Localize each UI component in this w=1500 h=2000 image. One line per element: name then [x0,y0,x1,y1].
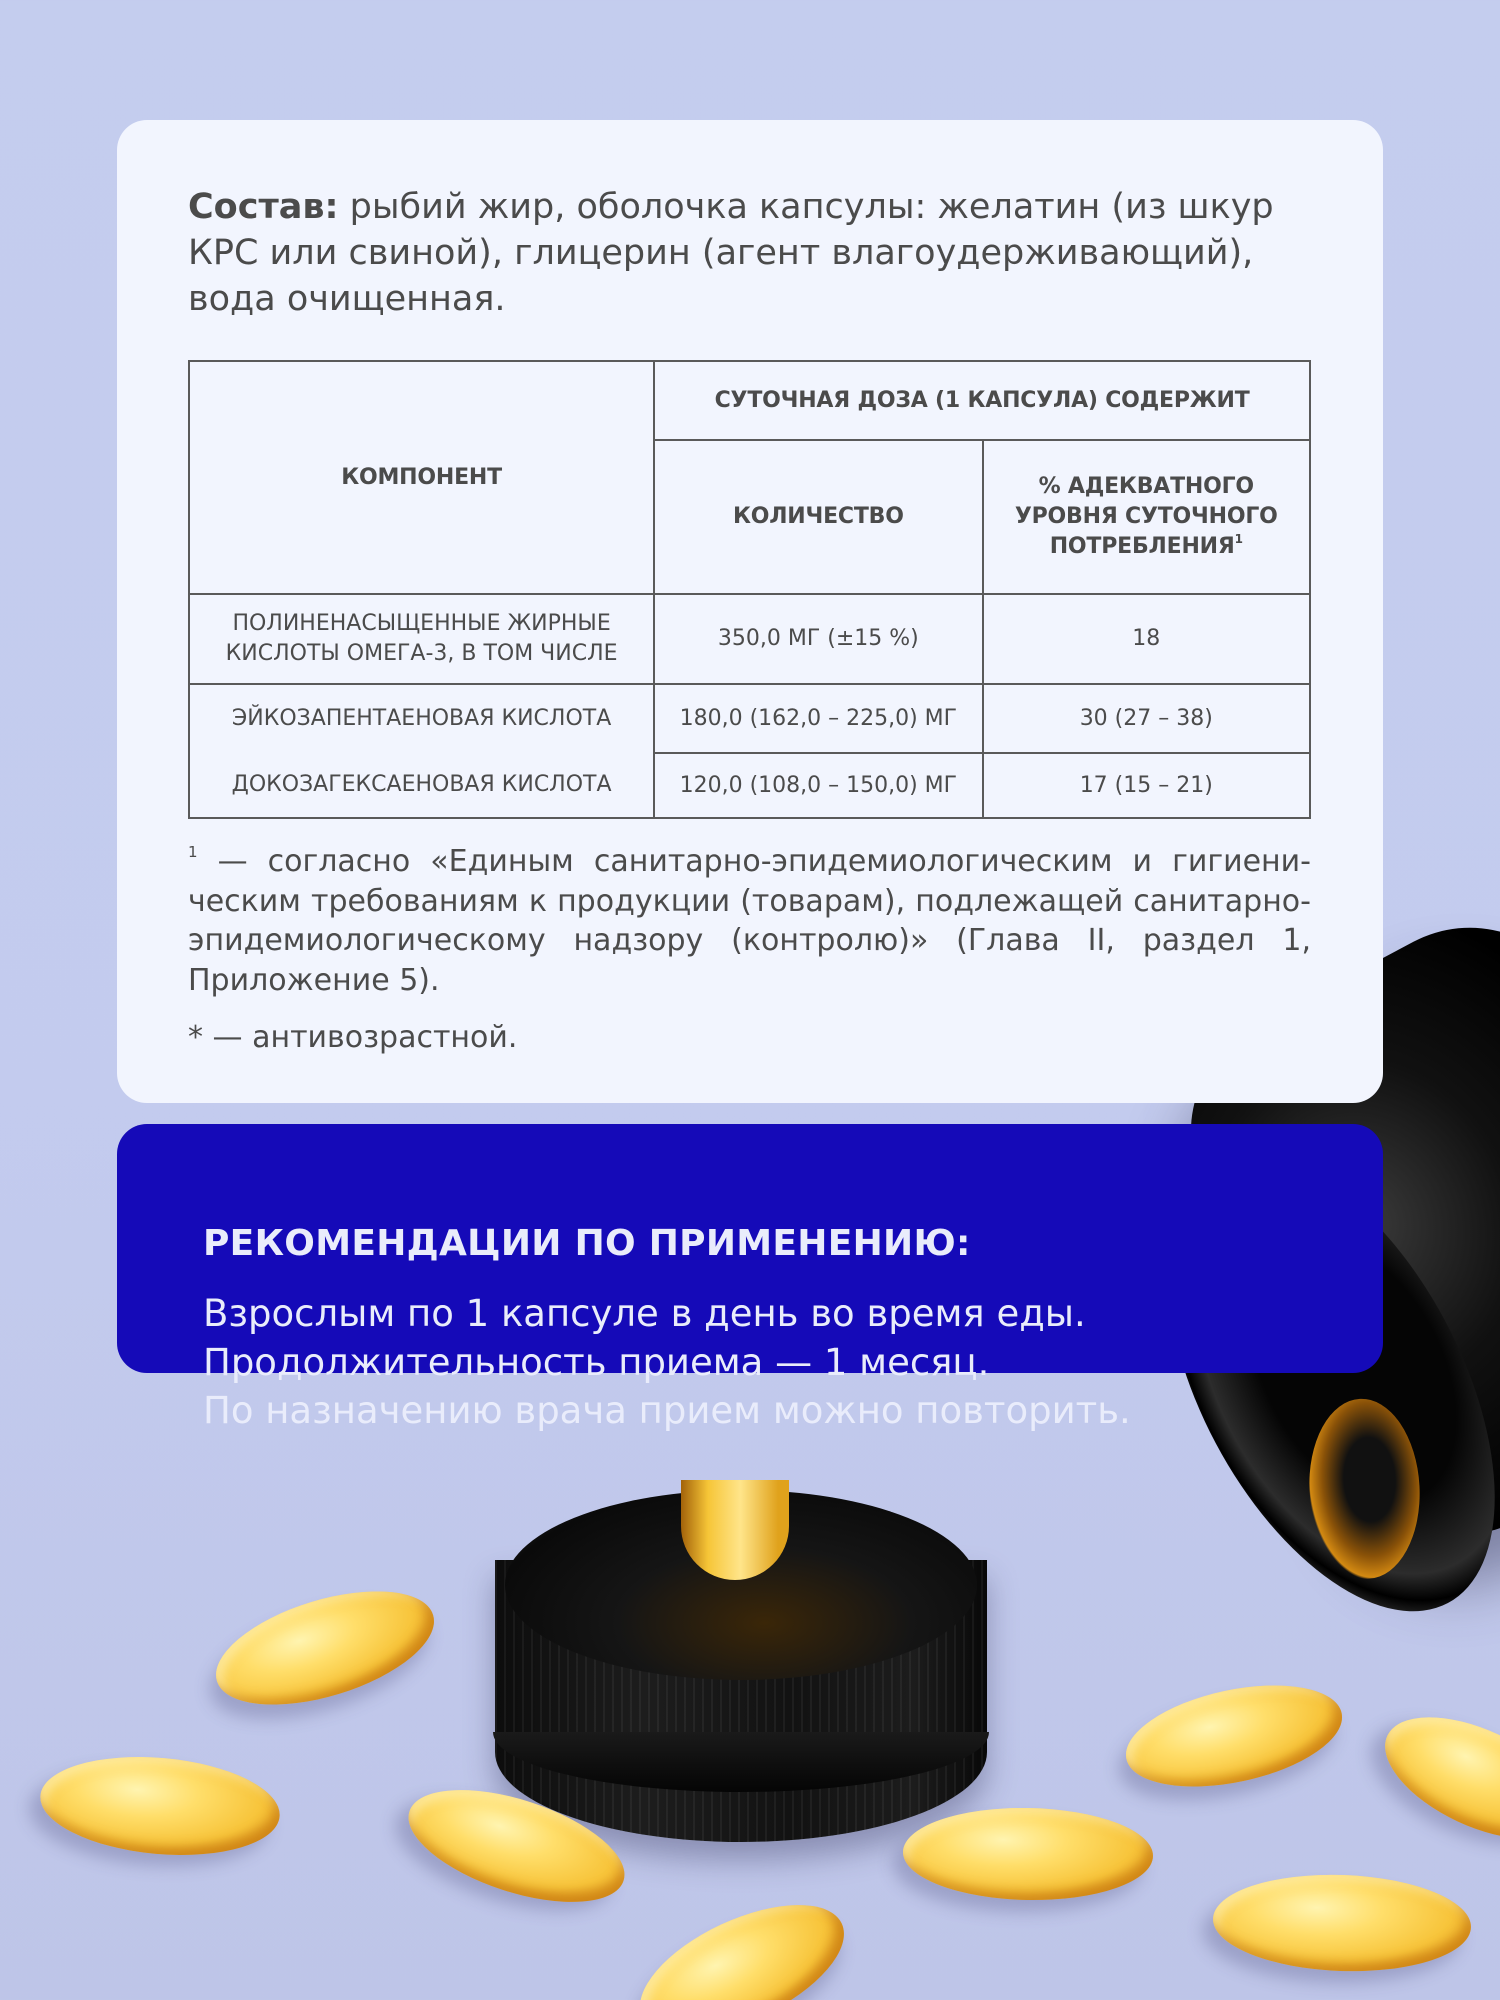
table-row [189,594,1310,684]
header-percent [983,440,1310,594]
cell-amount: 120,0 (108,0 – 150,0) МГ [654,753,982,818]
usage-line: Продолжительность приема — 1 месяц. [203,1340,990,1384]
cell-percent: 17 (15 – 21) [983,753,1310,818]
cell-component: ЭЙКОЗАПЕНТАЕНОВАЯ КИСЛОТА [189,684,654,753]
usage-line: Взрослым по 1 капсуле в день во время еды. [203,1292,1086,1335]
cell-percent: 30 (27 – 38) [983,684,1310,753]
composition-text [188,184,1313,322]
cell-amount: 350,0 МГ (±15 %) [654,594,982,684]
composition-label: Состав: [188,187,339,227]
footnote-mark: 1 [1234,532,1243,546]
footnote-2: * — антивозрастной. [188,1020,518,1055]
footnote-1-mark: 1 [188,843,198,861]
composition-card [117,120,1383,1103]
cell-component: ПОЛИНЕНАСЫЩЕННЫЕ ЖИРНЫЕ КИСЛОТЫ ОМЕГА-3, В ТОМ ЧИСЛЕ [189,594,654,684]
capsule-image [621,1878,863,2000]
usage-title: РЕКОМЕНДАЦИИ ПО ПРИМЕНЕНИЮ: [203,1223,971,1264]
composition-value: рыбий жир, оболочка капсулы: желатин (из шкур КРС или свиной), глицерин (агент влагоудерживающий), вода очищенная. [188,187,1274,319]
capsule-image [203,1569,447,1727]
footnote-1-text: — согласно «Единым санитарно-эпидемиологическим и гигиеническим требованиям к продукции (товарам), подлежащей санитарно-эпидемиологическому надзору (контролю)» (Глава II, раздел 1, Приложение 5). [188,844,1311,998]
capsule-image [902,1806,1154,1902]
table-row [189,753,1310,818]
header-amount: КОЛИЧЕСТВО [654,440,982,594]
capsule-image [1211,1871,1472,1976]
cell-percent: 18 [983,594,1310,684]
header-daily-dose: СУТОЧНАЯ ДОЗА (1 КАПСУЛА) СОДЕРЖИТ [654,361,1310,440]
nutrition-table [188,360,1311,819]
bottle-cap-image [495,1470,987,1842]
usage-line: По назначению врача прием можно повторить. [203,1389,1131,1432]
table-row [189,684,1310,753]
cell-amount: 180,0 (162,0 – 225,0) МГ [654,684,982,753]
capsule-image [36,1748,283,1865]
header-percent-label: % АДЕКВАТНОГО УРОВНЯ СУТОЧНОГО ПОТРЕБЛЕНИЯ [1014,474,1278,559]
usage-instructions [203,1290,1131,1436]
header-component: КОМПОНЕНТ [189,361,654,594]
cell-component: ДОКОЗАГЕКСАЕНОВАЯ КИСЛОТА [189,753,654,818]
capsule-image [1367,1692,1500,1864]
usage-card [117,1124,1383,1432]
footnote-1 [188,842,1311,1000]
